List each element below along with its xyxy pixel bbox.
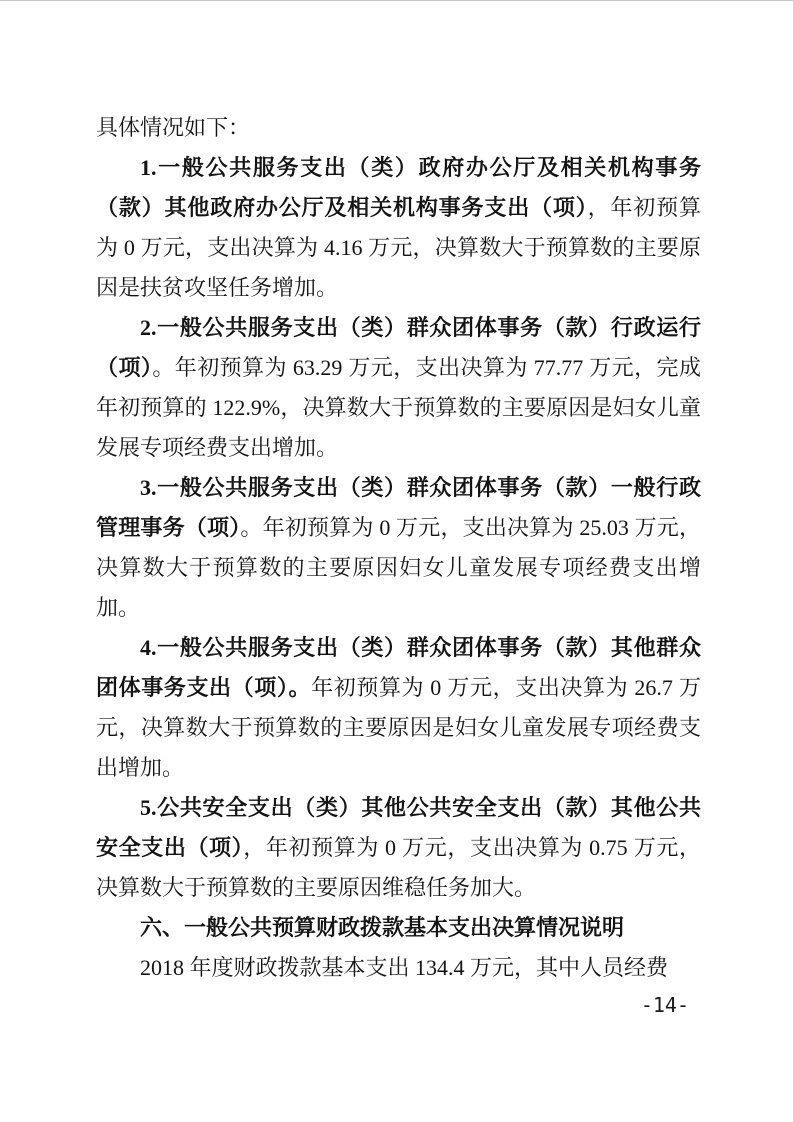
budget-item-paragraph-2 (96, 308, 701, 468)
budget-item-4-detail: 年初预算为 0 万元，支出决算为 26.7 万元，决算数大于预算数的主要原因是妇女儿童发展专项经费支出增加。 (96, 675, 701, 780)
budget-item-1-detail: ，年初预算为 0 万元，支出决算为 4.16 万元，决算数大于预算数的主要原因是扶贫攻坚任务增加。 (96, 195, 701, 300)
document-body (0, 1, 793, 1022)
budget-item-1-title: 1.一般公共服务支出（类）政府办公厅及相关机构事务（款）其他政府办公厅及相关机构事务支出（项） (96, 155, 701, 220)
budget-item-paragraph-1 (96, 148, 701, 308)
budget-item-5-title: 5.公共安全支出（类）其他公共安全支出（款）其他公共安全支出（项） (96, 795, 701, 860)
budget-item-5-detail: ，年初预算为 0 万元，支出决算为 0.75 万元，决算数大于预算数的主要原因维稳任务加大。 (96, 835, 701, 900)
budget-item-3-detail: 。年初预算为 0 万元，支出决算为 25.03 万元，决算数大于预算数的主要原因妇女儿童发展专项经费支出增加。 (96, 515, 701, 620)
section-heading: 六、一般公共预算财政拨款基本支出决算情况说明 (140, 915, 625, 940)
budget-item-paragraph-5 (96, 788, 701, 908)
budget-item-paragraph-3 (96, 468, 701, 628)
intro-line: 具体情况如下： (96, 115, 251, 140)
budget-item-paragraph-4 (96, 628, 701, 788)
budget-item-2-detail: 。年初预算为 63.29 万元，支出决算为 77.77 万元，完成年初预算的 122.9%，决算数大于预算数的主要原因是妇女儿童发展专项经费支出增加。 (96, 355, 701, 460)
closing-paragraph: 2018 年度财政拨款基本支出 134.4 万元，其中人员经费 (140, 955, 669, 980)
budget-item-2-title: 2.一般公共服务支出（类）群众团体事务（款）行政运行（项） (96, 315, 701, 380)
budget-item-3-title: 3.一般公共服务支出（类）群众团体事务（款）一般行政管理事务（项） (96, 475, 701, 540)
budget-item-4-title: 4.一般公共服务支出（类）群众团体事务（款）其他群众团体事务支出（项）。 (96, 635, 701, 700)
page-number: -14- (640, 993, 689, 1017)
